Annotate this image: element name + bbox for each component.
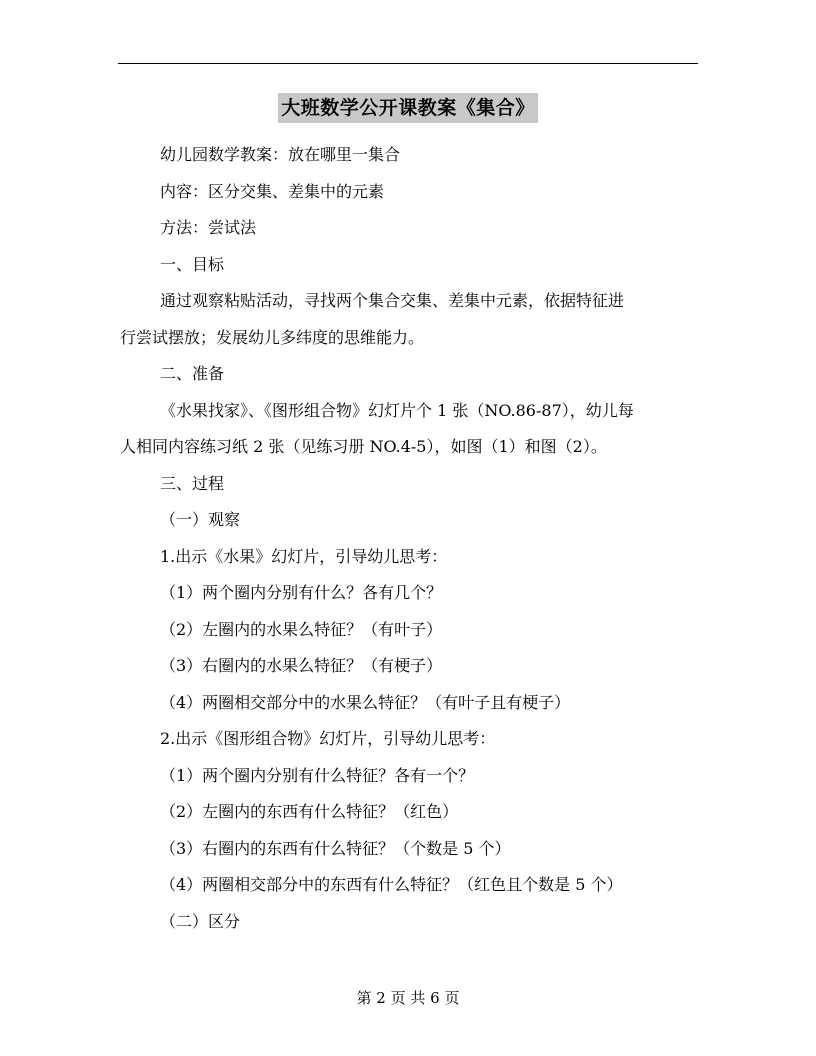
step-2: 2.出示《图形组合物》幻灯片，引导幼儿思考：: [160, 729, 496, 748]
document-title: 大班数学公开课教案《集合》: [278, 93, 538, 123]
paragraph-method: 方法：尝试法: [160, 218, 257, 237]
paragraph-goals-line-2: 行尝试摆放；发展幼儿多纬度的思维能力。: [120, 327, 425, 347]
section-heading-process: 三、过程: [160, 473, 225, 493]
paragraph-goals-line-1: 通过观察粘贴活动，寻找两个集合交集、差集中元素，依据特征进: [160, 291, 625, 310]
step-2-question-1: （1）两个圈内分别有什么特征？各有一个？: [160, 765, 475, 785]
document-body: [120, 137, 698, 940]
subsection-heading-distinguish: （二）区分: [160, 911, 241, 931]
step-1-question-3: （3）右圈内的水果么特征？（有梗子）: [160, 656, 443, 675]
step-2-question-4: （4）两圈相交部分中的东西有什么特征？（红色且个数是 5 个）: [160, 875, 623, 894]
paragraph-content: 内容：区分交集、差集中的元素: [160, 181, 385, 201]
header-rule: [118, 63, 698, 64]
step-1-question-1: （1）两个圈内分别有什么？各有几个？: [160, 583, 443, 602]
paragraph-subject: 幼儿园数学教案：放在哪里一集合: [160, 145, 401, 164]
page-footer: 第 2 页 共 6 页: [356, 989, 460, 1007]
title-container: [0, 93, 816, 123]
subsection-heading-observe: （一）观察: [160, 510, 241, 529]
step-1-question-4: （4）两圈相交部分中的水果么特征？（有叶子且有梗子）: [160, 692, 571, 712]
step-1-question-2: （2）左圈内的水果么特征？（有叶子）: [160, 619, 443, 639]
paragraph-preparation-line-2: 人相同内容练习纸 2 张（见练习册 NO.4-5），如图（1）和图（2）。: [120, 437, 607, 456]
step-2-question-3: （3）右圈内的东西有什么特征？（个数是 5 个）: [160, 838, 511, 858]
step-2-question-2: （2）左圈内的东西有什么特征？（红色）: [160, 802, 459, 821]
paragraph-preparation-line-1: 《水果找家》、《图形组合物》幻灯片个 1 张（NO.86-87），幼儿每: [160, 400, 634, 420]
step-1: 1.出示《水果》幻灯片，引导幼儿思考：: [160, 546, 448, 566]
section-heading-goals: 一、目标: [160, 254, 225, 274]
section-heading-preparation: 二、准备: [160, 364, 225, 383]
